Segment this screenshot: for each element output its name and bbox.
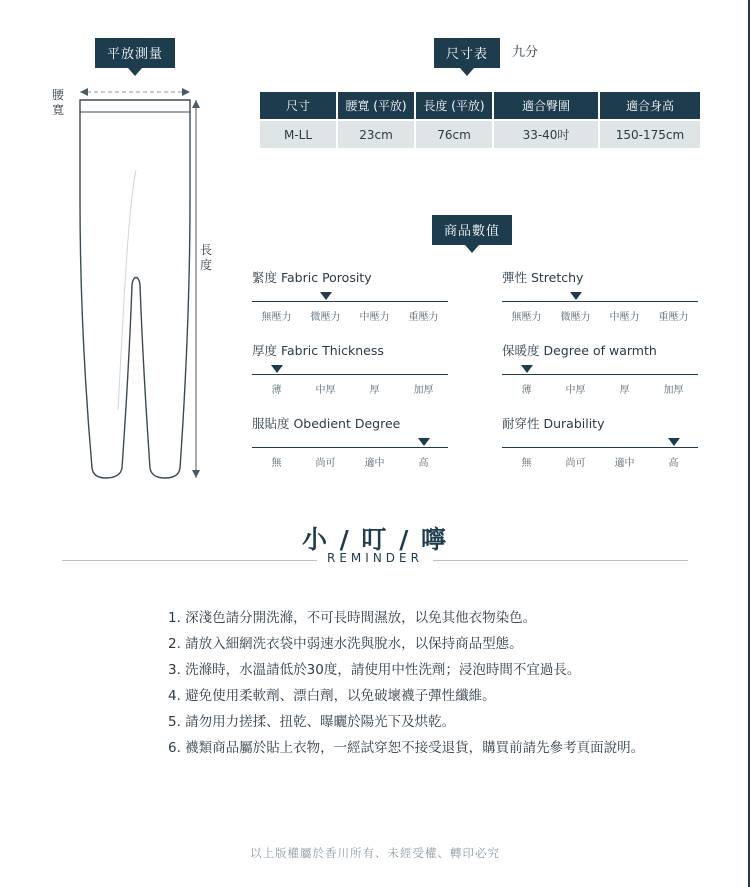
gauge-tick: 微壓力 xyxy=(560,312,591,323)
product-value-gauges xyxy=(252,268,698,487)
gauge-bar xyxy=(252,363,448,379)
pants-diagram xyxy=(48,80,228,500)
table-row xyxy=(260,121,700,148)
gauge-marker xyxy=(320,292,332,300)
gauge-fabric-thickness xyxy=(252,341,448,396)
gauge-scale xyxy=(502,381,698,396)
col-header-size: 尺寸 xyxy=(260,92,336,119)
gauge-scale xyxy=(252,381,448,396)
gauge-tick: 適中 xyxy=(614,458,635,469)
gauge-tick: 無壓力 xyxy=(261,312,292,323)
list-item: 5. 請勿用力搓揉、扭乾、曝曬於陽光下及烘乾。 xyxy=(168,714,456,730)
cell-height: 150-175cm xyxy=(600,121,700,148)
gauge-line xyxy=(252,447,448,448)
gauge-tick: 高 xyxy=(668,458,679,469)
gauge-scale xyxy=(502,308,698,323)
reminder-list xyxy=(168,605,644,761)
waist-label: 腰寬 xyxy=(51,88,64,117)
reminder-title: 小 / 叮 / 嚀 xyxy=(301,525,449,554)
cell-hip: 33-40吋 xyxy=(494,121,598,148)
gauge-row xyxy=(252,268,698,323)
col-header-hip: 適合臀圍 xyxy=(494,92,598,119)
divider-right xyxy=(433,560,688,561)
gauge-obedient-degree xyxy=(252,414,448,469)
gauge-bar xyxy=(252,290,448,306)
gauge-marker xyxy=(668,438,680,446)
list-item: 2. 請放入細網洗衣袋中弱速水洗與脫水，以保持商品型態。 xyxy=(168,636,523,652)
gauge-stretchy xyxy=(502,268,698,323)
gauge-tick: 薄 xyxy=(271,385,282,396)
gauge-tick: 薄 xyxy=(521,385,532,396)
size-chart-note: 九分 xyxy=(512,45,539,60)
gauge-tick: 中壓力 xyxy=(609,312,640,323)
gauge-marker xyxy=(418,438,430,446)
gauge-line xyxy=(252,374,448,375)
gauge-tick: 加厚 xyxy=(663,385,684,396)
gauge-title: 耐穿性 Durability xyxy=(502,416,605,431)
length-label: 長度 xyxy=(199,243,212,272)
gauge-tick: 適中 xyxy=(364,458,385,469)
gauge-title: 厚度 Fabric Thickness xyxy=(252,343,384,358)
gauge-bar xyxy=(252,436,448,452)
gauge-scale xyxy=(252,454,448,469)
gauge-degree-of-warmth xyxy=(502,341,698,396)
gauge-tick: 中壓力 xyxy=(359,312,390,323)
gauge-title: 彈性 Stretchy xyxy=(502,270,584,285)
table-header-row xyxy=(260,92,700,119)
gauge-tick: 微壓力 xyxy=(310,312,341,323)
copyright-footer: 以上版權屬於香川所有、未經受權、轉印必究 xyxy=(250,846,500,860)
gauge-tick: 無 xyxy=(271,458,282,469)
gauge-tick: 尚可 xyxy=(565,458,586,469)
gauge-title: 保暖度 Degree of warmth xyxy=(502,343,657,358)
cell-size: M-LL xyxy=(260,121,336,148)
list-item: 3. 洗滌時，水溫請低於30度，請使用中性洗劑；浸泡時間不宜過長。 xyxy=(168,662,581,678)
gauge-tick: 高 xyxy=(418,458,429,469)
list-item: 4. 避免使用柔軟劑、漂白劑，以免破壞襪子彈性纖維。 xyxy=(168,688,496,704)
gauge-tick: 無 xyxy=(521,458,532,469)
gauge-title: 服貼度 Obedient Degree xyxy=(252,416,401,431)
gauge-line xyxy=(502,374,698,375)
gauge-durability xyxy=(502,414,698,469)
gauge-line xyxy=(502,447,698,448)
gauge-tick: 厚 xyxy=(619,385,630,396)
gauge-tick: 加厚 xyxy=(413,385,434,396)
gauge-bar xyxy=(502,436,698,452)
list-item: 6. 襪類商品屬於貼上衣物，一經試穿恕不接受退貨，購買前請先參考頁面說明。 xyxy=(168,740,645,756)
gauge-tick: 厚 xyxy=(369,385,380,396)
gauge-scale xyxy=(502,454,698,469)
gauge-bar xyxy=(502,363,698,379)
gauge-tick: 尚可 xyxy=(315,458,336,469)
gauge-tick: 中厚 xyxy=(315,385,336,396)
reminder-subtitle: REMINDER xyxy=(327,551,423,565)
size-table xyxy=(258,90,702,150)
size-chart-badge: 尺寸表 xyxy=(434,38,500,68)
product-values-badge: 商品數值 xyxy=(432,215,512,245)
gauge-marker xyxy=(271,365,283,373)
gauge-scale xyxy=(252,308,448,323)
gauge-marker xyxy=(570,292,582,300)
gauge-fabric-porosity xyxy=(252,268,448,323)
flat-measure-badge: 平放測量 xyxy=(95,38,175,68)
gauge-tick: 重壓力 xyxy=(658,312,689,323)
divider-left xyxy=(62,560,317,561)
gauge-row xyxy=(252,414,698,469)
col-header-height: 適合身高 xyxy=(600,92,700,119)
gauge-tick: 中厚 xyxy=(565,385,586,396)
gauge-tick: 無壓力 xyxy=(511,312,542,323)
gauge-row xyxy=(252,341,698,396)
gauge-line xyxy=(252,301,448,302)
cell-length: 76cm xyxy=(416,121,492,148)
col-header-length: 長度 (平放) xyxy=(416,92,492,119)
gauge-line xyxy=(502,301,698,302)
gauge-bar xyxy=(502,290,698,306)
gauge-title: 緊度 Fabric Porosity xyxy=(252,270,372,285)
gauge-tick: 重壓力 xyxy=(408,312,439,323)
gauge-marker xyxy=(521,365,533,373)
cell-waist: 23cm xyxy=(338,121,414,148)
list-item: 1. 深淺色請分開洗滌，不可長時間濕放，以免其他衣物染色。 xyxy=(168,610,537,626)
col-header-waist: 腰寬 (平放) xyxy=(338,92,414,119)
